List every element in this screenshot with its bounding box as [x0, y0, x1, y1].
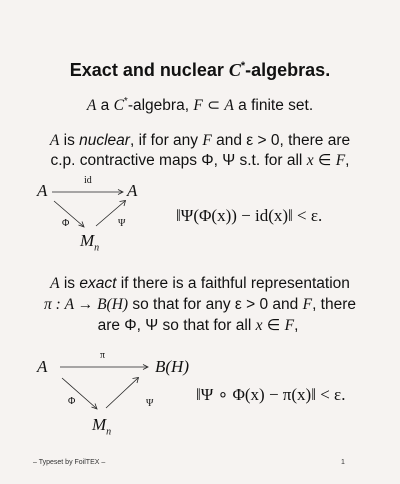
x-symbol: x — [255, 317, 263, 334]
text: ∈ — [313, 152, 336, 169]
c-symbol: C — [113, 97, 124, 115]
algebra-symbol: A — [49, 132, 60, 149]
diagram2-inequality: ‖Ψ ∘ Φ(x) − π(x)‖ < ε. — [196, 385, 346, 404]
page-number: 1 — [341, 459, 345, 466]
text: , if for any — [129, 132, 203, 149]
title-suffix: -algebras. — [245, 60, 331, 80]
set-symbol: F — [335, 152, 346, 169]
title-star: * — [240, 60, 246, 72]
text: -algebra, — [127, 97, 194, 115]
diagram1-left-node: A — [37, 181, 48, 200]
exact-word: exact — [79, 275, 117, 292]
set-symbol: F — [202, 132, 212, 149]
diagram2-phi-label: Φ — [68, 396, 76, 407]
x-symbol: x — [306, 152, 314, 169]
algebra-symbol: A — [86, 97, 97, 115]
representation-formula: π : A → B(H) — [43, 296, 129, 313]
text: if there is a faithful representation — [116, 275, 350, 292]
diagram1-phi-label: Φ — [62, 218, 70, 229]
matrix-subscript: n — [94, 242, 100, 254]
set-symbol: F — [302, 296, 313, 313]
nuclear-word: nuclear — [79, 132, 130, 149]
diagram1-right-node: A — [127, 181, 138, 200]
title-prefix: Exact and nuclear — [69, 60, 229, 80]
diagram2-left-node: A — [37, 357, 48, 376]
text: ⊂ — [202, 97, 225, 115]
text: is — [59, 275, 80, 292]
footer-credit: – Typeset by FoilTEX – — [33, 459, 106, 466]
title-cstar: C — [228, 60, 241, 80]
text: a — [96, 97, 114, 115]
text: and ε > 0, there are — [211, 132, 351, 149]
matrix-symbol: M — [80, 231, 95, 250]
text: , — [345, 152, 350, 169]
text: is — [59, 132, 80, 149]
diagram1-inequality: ‖Ψ(Φ(x)) − id(x)‖ < ε. — [176, 206, 323, 225]
text: , there — [312, 296, 357, 313]
text: a finite set. — [233, 97, 314, 115]
diagram2-right-node: B(H) — [155, 357, 189, 376]
matrix-subscript: n — [106, 426, 112, 438]
text: c.p. contractive maps Φ, Ψ s.t. for all — [50, 152, 307, 169]
diagram1-top-label: id — [84, 175, 92, 186]
star: * — [123, 96, 128, 107]
diagram2-psi-label: Ψ — [146, 398, 154, 409]
text: are Φ, Ψ so that for all — [97, 317, 256, 334]
diagram2-bottom-node — [92, 415, 111, 437]
set-symbol: F — [284, 317, 295, 334]
diagram1-psi-label: Ψ — [118, 218, 126, 229]
matrix-symbol: M — [92, 415, 107, 434]
text: , — [294, 317, 299, 334]
set-symbol: F — [193, 97, 203, 115]
diagram2-top-label: π — [100, 350, 106, 361]
text: ∈ — [262, 317, 285, 334]
text: so that for any ε > 0 and — [128, 296, 303, 313]
algebra-symbol: A — [50, 275, 60, 292]
algebra-symbol: A — [224, 97, 234, 115]
